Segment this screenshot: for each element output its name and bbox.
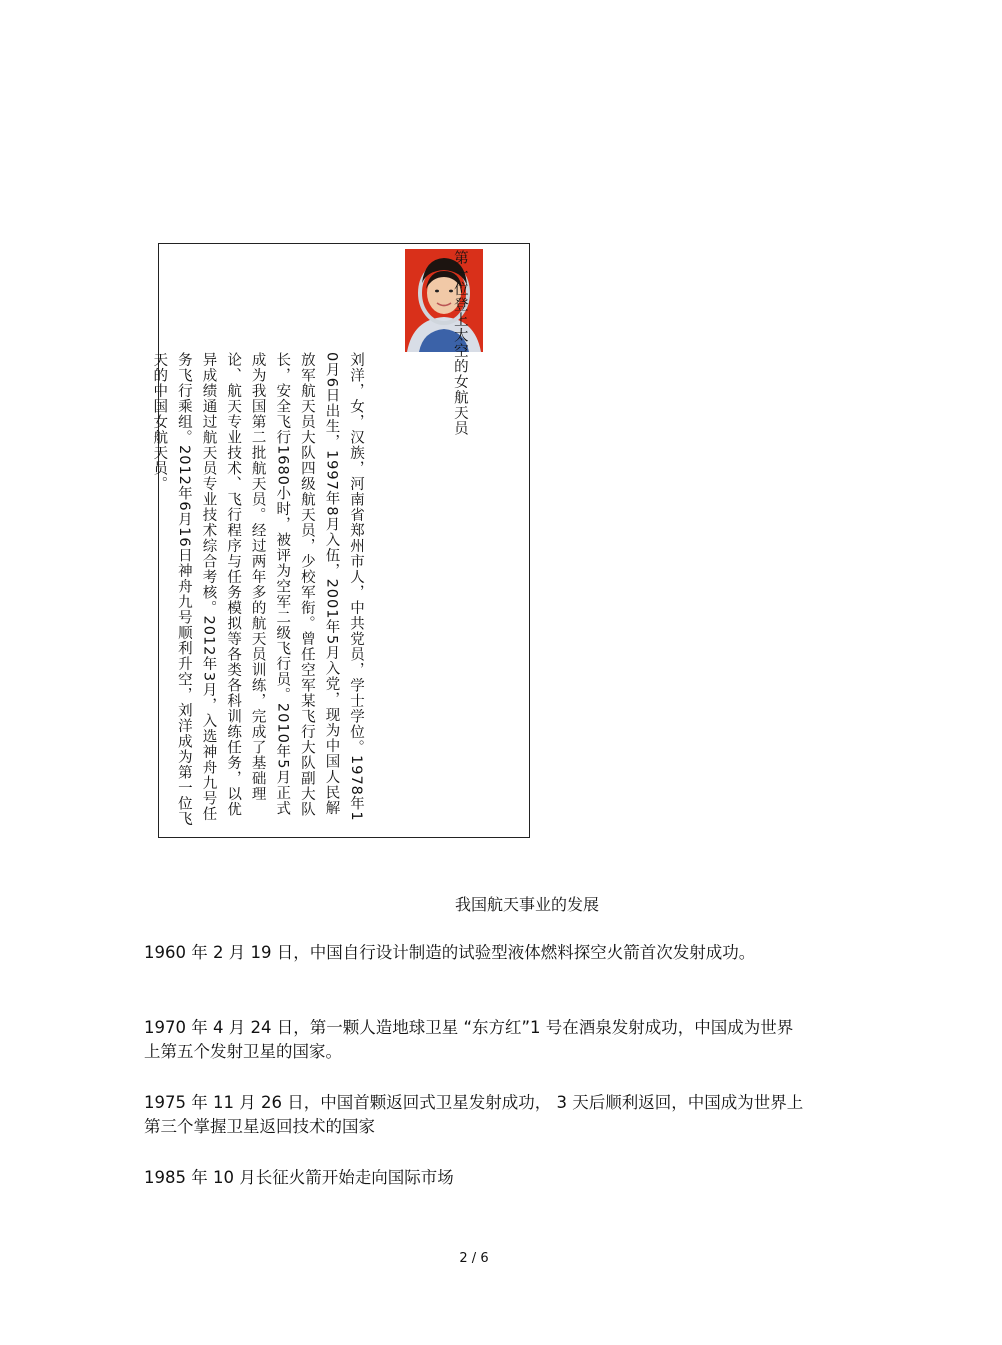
profile-box [151,243,530,838]
event-paragraph-1970: 1970 年 4 月 24 日，第一颗人造地球卫星 “东方红”1 号在酒泉发射成功，中国成为世界上第五个发射卫星的国家。 [144,1018,794,1061]
section-title: 我国航天事业的发展 [454,895,599,914]
event-paragraph-1985: 1985 年 10 月长征火箭开始走向国际市场 [144,1168,454,1187]
profile-bio: 刘洋，女，汉族，河南省郑州市人，中共党员，学士学位。1978年10月6日出生，1997年8月入伍，2001年5月入党，现为中国人民解放军航天员大队四级航天员，少校军衔。曾任空军某飞行大队副大队长，安全飞行1680小时，被评为空军二级飞行员。2010年5月正式成为我国第二批航天员。经过两年多的航天员训练，完成了基础理论、航天专业技术、飞行程序与任务模拟等各类各科训练任务，以优异成绩通过航天员专业技术综合考核。2012年3月，入选神舟九号任务飞行乘组。2012年6月16日神舟九号顺利升空，刘洋成为第一位飞天的中国女航天员。 [151,352,365,827]
event-paragraph-1960: 1960 年 2 月 19 日，中国自行设计制造的试验型液体燃料探空火箭首次发射成功。 [144,943,756,962]
profile-title: 第一位登上太空的女航天员 [451,250,468,436]
page-number: 2 / 6 [459,1251,489,1266]
event-paragraph-1975: 1975 年 11 月 26 日，中国首颗返回式卫星发射成功， 3 天后顺利返回，中国成为世界上第三个掌握卫星返回技术的国家 [144,1093,804,1136]
profile-vertical-text [98,250,522,831]
